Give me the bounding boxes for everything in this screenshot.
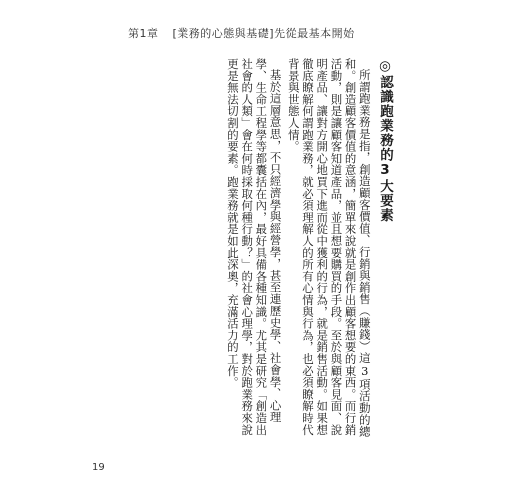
- paragraph-2: 基於這層意思，不只經濟學與經營學，甚至連歷史學、社會學、心理學、生命工程學等都囊括在內，最好具備各種知識。尤其是研究「創造出社會的人類」會在何時採取何種行動？」的社會心理學，對於跑業務來說更是無法切割的要素。跑業務就是如此深奧，充滿活力的工作。: [225, 58, 283, 436]
- paragraph-1: 所謂跑業務是指，創造顧客價值、行銷與銷售（賺錢）這3項活動的總和。創造顧客價值的意涵，簡單來說就是創作出顧客想要的東西。而行銷活動，則是讓顧客知道產品，並且想要購買的手段。至於與顧客見面、說明產品、讓對方開心地買下進而從中獲利的行為，就是銷售活動。如果想徹底瞭解何謂跑業務，就必須理解人的所有心情與行為，也必須瞭解時代背景與世態人情。: [286, 58, 372, 438]
- section-heading: [378, 58, 392, 438]
- circle-bullet-icon: ◎: [377, 58, 393, 75]
- section-title: 認識跑業務的3大要素: [377, 75, 393, 223]
- chapter-title: [業務的心態與基礎]先從最基本開始: [172, 27, 355, 40]
- chapter-label: 第1章: [128, 27, 159, 40]
- page-number: 19: [92, 462, 105, 473]
- running-header: [128, 25, 355, 41]
- vertical-text-body: [196, 58, 392, 438]
